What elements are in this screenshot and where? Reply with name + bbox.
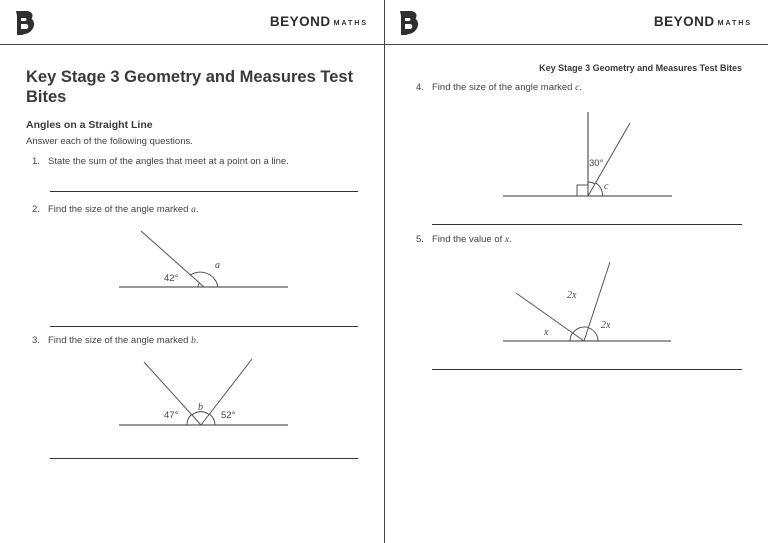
question-text: Find the size of the angle marked (432, 82, 576, 93)
question-variable: c (575, 83, 580, 93)
question-text: Find the size of the angle marked (48, 335, 192, 346)
angle-label-a: a (215, 260, 220, 271)
angle-arc-2x-top (573, 327, 589, 333)
angle-label-42: 42° (164, 273, 179, 284)
angle-label-30: 30° (589, 158, 604, 169)
brand-sub: MATHS (333, 20, 368, 27)
brand-sub: MATHS (717, 20, 752, 27)
angle-arc-2x-right (589, 328, 598, 341)
brand-name: BEYOND (269, 14, 331, 29)
question-number: 1. (32, 156, 40, 167)
question-end: . (195, 204, 199, 215)
angle-label-x: x (544, 327, 549, 338)
angle-label-47: 47° (164, 410, 179, 421)
angle-label-2x-top: 2x (567, 290, 577, 301)
figure-q5 (384, 0, 768, 543)
section-title: Angles on a Straight Line (26, 119, 153, 131)
question-end: . (579, 82, 582, 93)
running-title: Key Stage 3 Geometry and Measures Test Bites (539, 63, 742, 73)
answer-line-5[interactable] (432, 369, 742, 370)
question-variable: a (191, 205, 196, 215)
angle-label-2x-right: 2x (601, 320, 611, 331)
angle-arc-x (570, 333, 573, 341)
question-end: . (509, 234, 512, 245)
angle-arc-52 (210, 415, 215, 426)
question-variable: x (504, 235, 510, 245)
angle-label-52: 52° (221, 410, 236, 421)
document-title: Key Stage 3 Geometry and Measures Test Bites (26, 68, 354, 106)
question-text: Find the size of the angle marked (48, 204, 192, 215)
right-page (384, 0, 768, 543)
brand-name: BEYOND (653, 14, 715, 29)
question-number: 2. (32, 204, 40, 215)
question-variable: b (191, 336, 196, 346)
instructions: Answer each of the following questions. (26, 136, 193, 147)
question-text: Find the value of (432, 234, 505, 245)
question-number: 3. (32, 335, 40, 346)
answer-line-3[interactable] (50, 458, 358, 459)
question-text: State the sum of the angles that meet at a point on a line. (48, 156, 289, 167)
angle-arc-47 (187, 415, 192, 426)
angle-label-b: b (198, 402, 203, 413)
question-end: . (195, 335, 199, 346)
angle-label-c: c (604, 181, 609, 192)
question-number: 4. (416, 82, 424, 93)
question-number: 5. (416, 234, 424, 245)
